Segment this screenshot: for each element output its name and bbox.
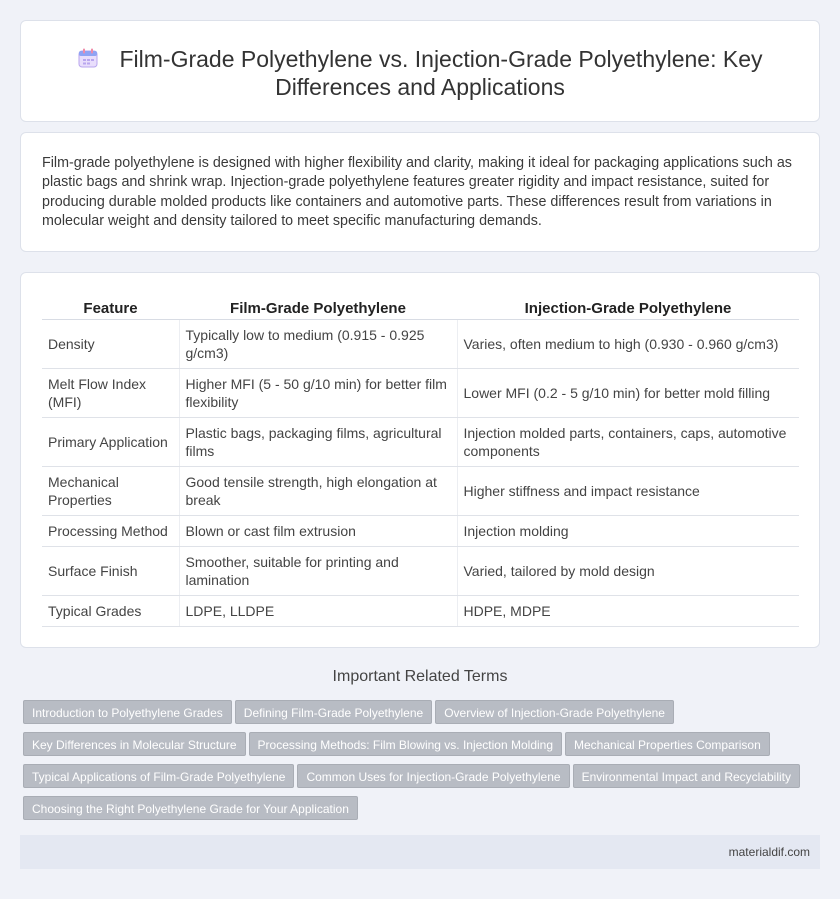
row-film-value: Smoother, suitable for printing and lamination (179, 546, 457, 595)
table-row (42, 417, 799, 466)
related-terms-list (23, 700, 823, 828)
related-term-tag[interactable]: Introduction to Polyethylene Grades (23, 700, 232, 724)
related-term-tag[interactable]: Overview of Injection-Grade Polyethylene (435, 700, 674, 724)
row-injection-value: Higher stiffness and impact resistance (457, 466, 799, 515)
related-terms-heading: Important Related Terms (332, 668, 508, 685)
header-film-grade: Film-Grade Polyethylene (179, 293, 457, 319)
related-term-tag[interactable]: Processing Methods: Film Blowing vs. Injection Molding (249, 732, 562, 756)
table-row (42, 368, 799, 417)
header-feature: Feature (42, 293, 179, 319)
related-term-tag[interactable]: Common Uses for Injection-Grade Polyethylene (297, 764, 569, 788)
row-feature: Primary Application (42, 417, 179, 466)
row-feature: Melt Flow Index (MFI) (42, 368, 179, 417)
row-injection-value: Lower MFI (0.2 - 5 g/10 min) for better mold filling (457, 368, 799, 417)
row-film-value: LDPE, LLDPE (179, 595, 457, 626)
row-injection-value: HDPE, MDPE (457, 595, 799, 626)
row-feature: Typical Grades (42, 595, 179, 626)
page-title-wrap (21, 45, 819, 101)
row-feature: Surface Finish (42, 546, 179, 595)
row-feature: Mechanical Properties (42, 466, 179, 515)
row-film-value: Typically low to medium (0.915 - 0.925 g/cm3) (179, 319, 457, 368)
row-injection-value: Injection molding (457, 515, 799, 546)
table-row (42, 319, 799, 368)
comparison-table (42, 293, 799, 627)
row-film-value: Blown or cast film extrusion (179, 515, 457, 546)
calendar-icon (77, 47, 99, 69)
table-row (42, 515, 799, 546)
footer-site-link[interactable]: materialdif.com (728, 845, 810, 859)
related-term-tag[interactable]: Typical Applications of Film-Grade Polyethylene (23, 764, 294, 788)
row-feature: Processing Method (42, 515, 179, 546)
comparison-card (20, 272, 820, 648)
intro-card (20, 132, 820, 252)
table-row (42, 546, 799, 595)
related-term-tag[interactable]: Choosing the Right Polyethylene Grade for Your Application (23, 796, 358, 820)
related-term-tag[interactable]: Key Differences in Molecular Structure (23, 732, 246, 756)
row-film-value: Good tensile strength, high elongation at break (179, 466, 457, 515)
table-row (42, 595, 799, 626)
intro-paragraph: Film-grade polyethylene is designed with higher flexibility and clarity, making it ideal for packaging applications such as plastic bags and shrink wrap. Injection-grade polyethylene features greater rigidity and impact resistance, suited for producing durable molded products like containers and automotive parts. These differences result from variations in molecular weight and density tailored to meet specific manufacturing demands. (42, 155, 792, 229)
table-header-row (42, 293, 799, 319)
related-term-tag[interactable]: Mechanical Properties Comparison (565, 732, 770, 756)
row-injection-value: Injection molded parts, containers, caps, automotive components (457, 417, 799, 466)
row-feature: Density (42, 319, 179, 368)
row-film-value: Higher MFI (5 - 50 g/10 min) for better film flexibility (179, 368, 457, 417)
related-term-tag[interactable]: Defining Film-Grade Polyethylene (235, 700, 432, 724)
row-film-value: Plastic bags, packaging films, agricultural films (179, 417, 457, 466)
row-injection-value: Varies, often medium to high (0.930 - 0.960 g/cm3) (457, 319, 799, 368)
page-title: Film-Grade Polyethylene vs. Injection-Grade Polyethylene: Key Differences and Applications (119, 46, 763, 100)
row-injection-value: Varied, tailored by mold design (457, 546, 799, 595)
related-term-tag[interactable]: Environmental Impact and Recyclability (573, 764, 800, 788)
title-card (20, 20, 820, 122)
footer (20, 835, 820, 869)
header-injection-grade: Injection-Grade Polyethylene (457, 293, 799, 319)
table-row (42, 466, 799, 515)
